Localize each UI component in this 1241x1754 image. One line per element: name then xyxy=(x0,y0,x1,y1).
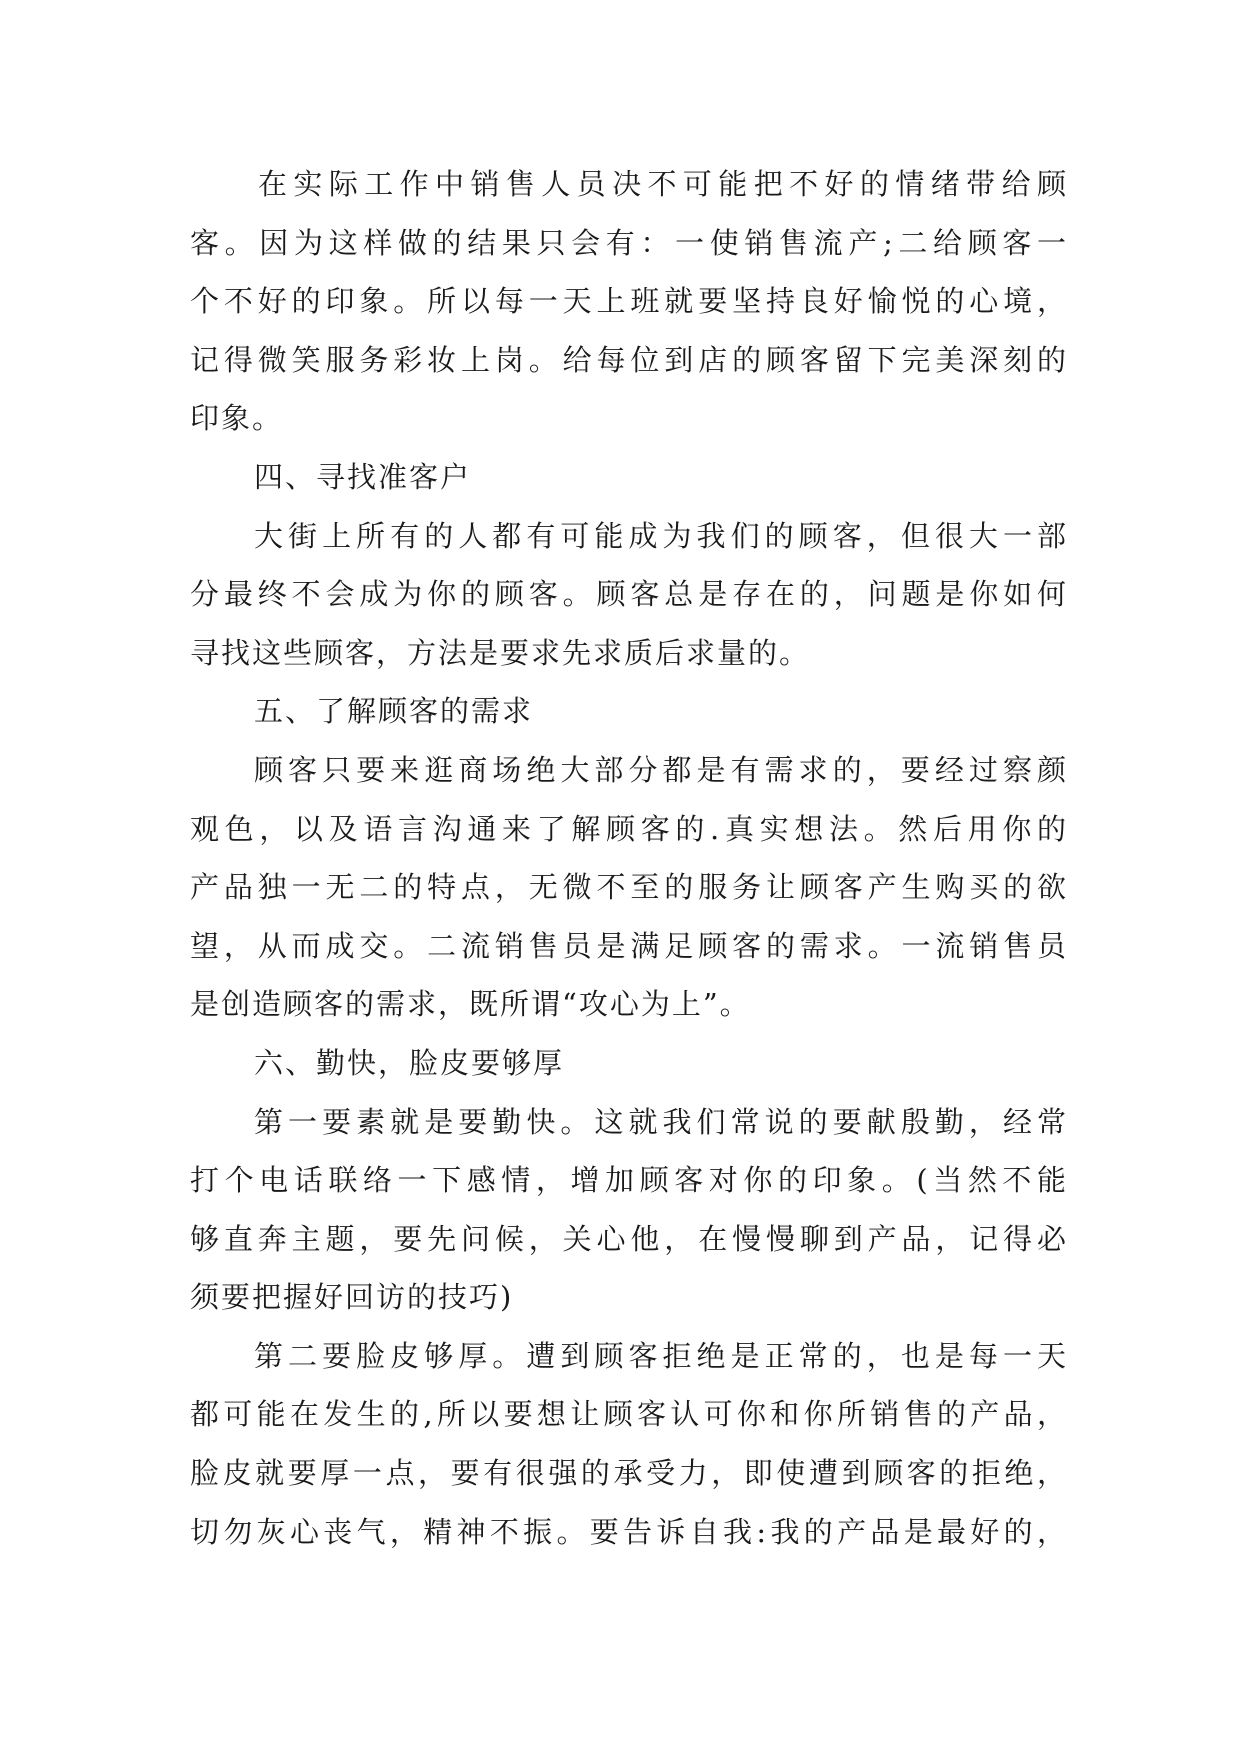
section-heading: 六、勤快，脸皮要够厚 xyxy=(254,1045,565,1080)
paragraph-line: 够直奔主题，要先问候，关心他，在慢慢聊到产品，记得必 xyxy=(190,1221,1066,1256)
paragraph-line: 分最终不会成为你的顾客。顾客总是存在的，问题是你如何 xyxy=(190,577,1066,612)
paragraph-line: 在实际工作中销售人员决不可能把不好的情绪带给顾 xyxy=(258,167,1066,201)
paragraph-line: 顾客只要来逛商场绝大部分都是有需求的，要经过察颜 xyxy=(254,752,1066,787)
paragraph-line: 个不好的印象。所以每一天上班就要坚持良好愉悦的心境， xyxy=(190,284,1066,319)
paragraph-line: 都可能在发生的,所以要想让顾客认可你和你所销售的产品， xyxy=(190,1397,1066,1432)
paragraph-line: 脸皮就要厚一点，要有很强的承受力，即使遭到顾客的拒绝， xyxy=(190,1456,1066,1491)
paragraph-line: 打个电话联络一下感情，增加顾客对你的印象。(当然不能 xyxy=(190,1163,1066,1198)
paragraph-line: 望，从而成交。二流销售员是满足顾客的需求。一流销售员 xyxy=(190,928,1066,963)
paragraph-line: 产品独一无二的特点，无微不至的服务让顾客产生购买的欲 xyxy=(190,870,1066,905)
paragraph-line: 印象。 xyxy=(190,401,284,436)
paragraph-line: 第一要素就是要勤快。这就我们常说的要献殷勤，经常 xyxy=(254,1104,1066,1139)
paragraph-line: 须要把握好回访的技巧) xyxy=(190,1280,514,1315)
paragraph-line: 是创造顾客的需求，既所谓“攻心为上”。 xyxy=(190,987,751,1022)
paragraph-line: 切勿灰心丧气，精神不振。要告诉自我:我的产品是最好的， xyxy=(190,1514,1066,1549)
paragraph-line: 记得微笑服务彩妆上岗。给每位到店的顾客留下完美深刻的 xyxy=(190,342,1066,377)
paragraph-line: 观色，以及语言沟通来了解顾客的.真实想法。然后用你的 xyxy=(190,811,1066,846)
section-heading: 四、寻找准客户 xyxy=(254,459,472,494)
paragraph-line: 客。因为这样做的结果只会有：一使销售流产;二给顾客一 xyxy=(190,225,1066,260)
paragraph-line: 寻找这些顾客，方法是要求先求质后求量的。 xyxy=(190,635,811,670)
paragraph-line: 大街上所有的人都有可能成为我们的顾客，但很大一部 xyxy=(254,518,1066,553)
paragraph-line: 第二要脸皮够厚。遭到顾客拒绝是正常的，也是每一天 xyxy=(254,1338,1066,1373)
section-heading: 五、了解顾客的需求 xyxy=(254,694,534,729)
document-page xyxy=(190,155,1066,1561)
